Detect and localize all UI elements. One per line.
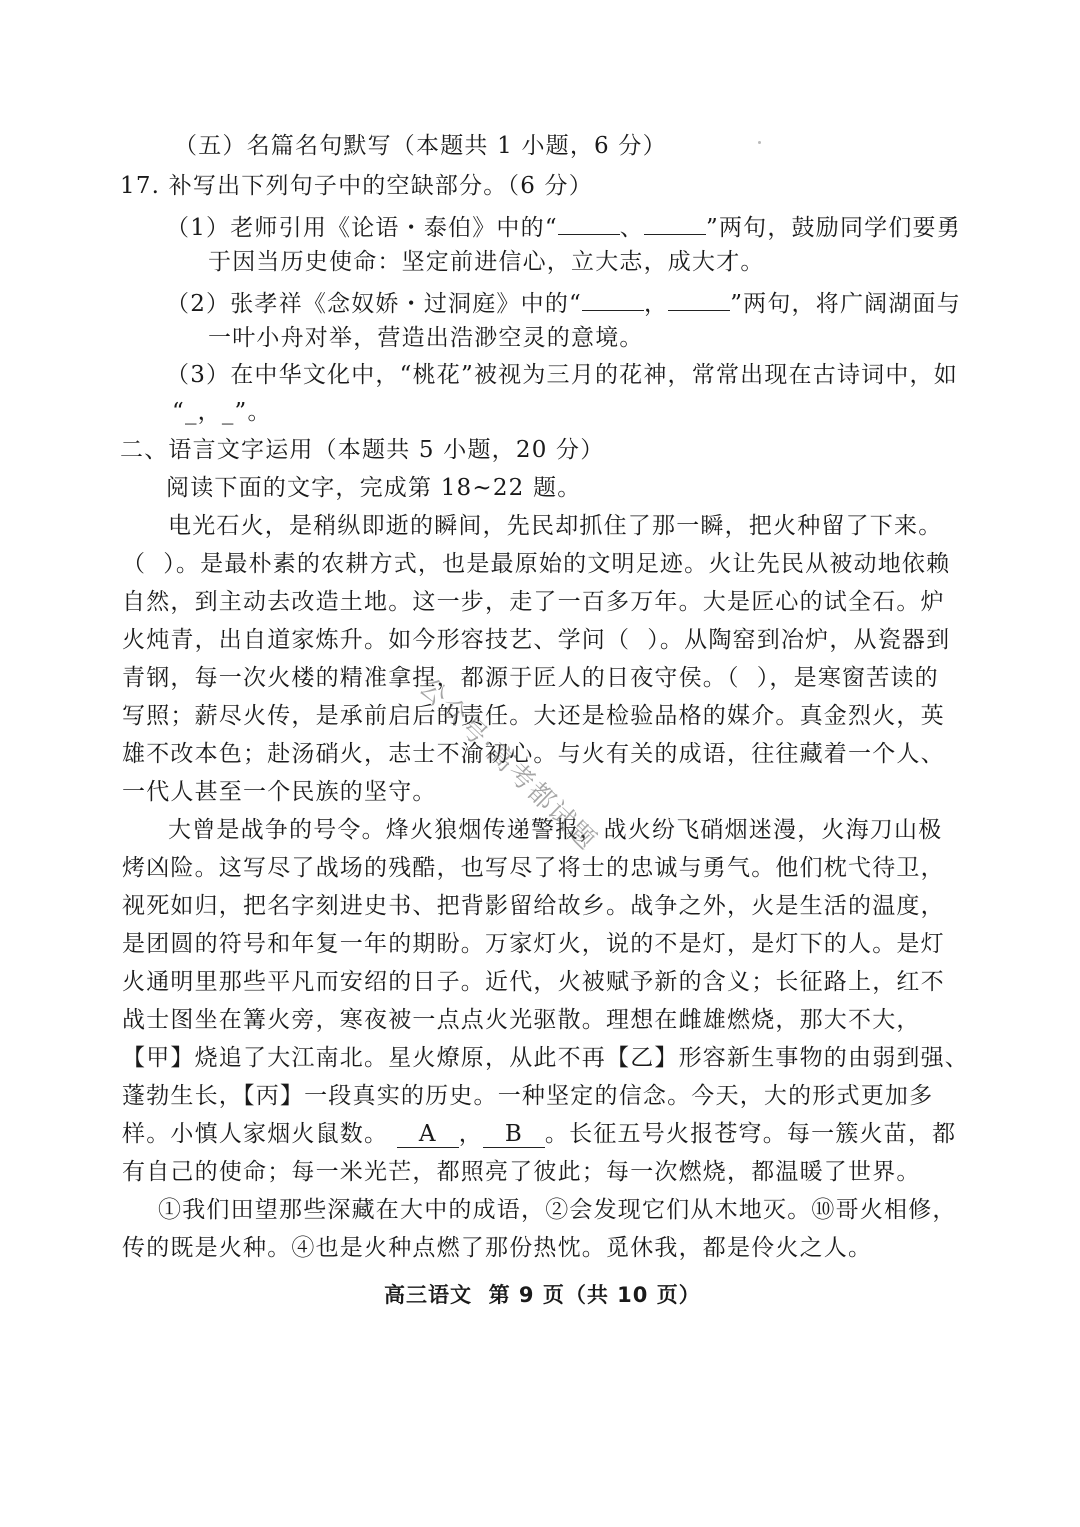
passage-p2-line: 蓬勃生长，【丙】一段真实的历史。一种坚定的信念。今天，大的形式更加多 [122, 1083, 934, 1109]
q17-3-line2: “_，_”。 [172, 399, 272, 425]
q17-1-pre: （1）老师引用《论语・泰伯》中的“ [166, 215, 558, 241]
p2-l9-pre: 样。小慎人家烟火鼠数。 [122, 1121, 389, 1147]
answer-blank[interactable] [644, 208, 706, 235]
passage-p1-line: 雄不改本色；赴汤硝火，志士不渝初心。与火有关的成语，往往藏着一个人、 [122, 741, 945, 767]
passage-p2-line-blanks [122, 1118, 956, 1150]
q17-1-line2: 于因当历史使命：坚定前进信心，立大志，成大才。 [208, 249, 765, 275]
q17-1-post: ”两句，鼓励同学们要勇 [706, 215, 961, 241]
q17-2-sep: ， [644, 291, 669, 317]
q17-2-line1 [166, 284, 961, 320]
passage-p1-line: 电光石火，是稍纵即逝的瞬间，先民却抓住了那一瞬，把火种留了下来。 [168, 513, 943, 539]
section5-heading: （五）名篇名句默写（本题共 1 小题，6 分） [174, 133, 667, 159]
passage-p3-line: ①我们田望那些深藏在大中的成语，②会发现它们从木地灭。⑩哥火相修， [158, 1197, 957, 1223]
answer-blank[interactable] [558, 208, 620, 235]
speck [758, 141, 761, 144]
passage-p1-line: 写照；薪尽火传，是承前启后的责任。大还是检验品格的媒介。真金烈火，英 [122, 703, 945, 729]
section2-heading: 二、语言文字运用（本题共 5 小题，20 分） [120, 437, 605, 463]
blank-b[interactable]: B [483, 1121, 545, 1148]
passage-p2-line: 烤凶险。这写尽了战场的残酷，也写尽了将士的忠诚与勇气。他们枕弋待卫， [122, 855, 945, 881]
q17-2-line2: 一叶小舟对举，营造出浩渺空灵的意境。 [208, 325, 644, 351]
q17-stem: 17. 补写出下列句子中的空缺部分。（6 分） [120, 173, 593, 199]
blank-separator: ， [458, 1121, 483, 1147]
answer-blank[interactable] [582, 284, 644, 311]
passage-p2-line: 战士图坐在篝火旁，寒夜被一点点火光驱散。理想在雌雄燃烧，那大不大， [122, 1007, 921, 1033]
q17-2-pre: （2）张孝祥《念奴娇・过洞庭》中的“ [166, 291, 582, 317]
q17-1-sep: 、 [619, 215, 644, 241]
q17-2-post: ”两句，将广阔湖面与 [730, 291, 961, 317]
blank-a[interactable]: A [397, 1121, 459, 1148]
passage-p2-line: 火通明里那些平凡而安绍的日子。近代，火被赋予新的含义；长征路上，红不 [122, 969, 945, 995]
watermark: 公众号·高考都试题 [412, 672, 603, 857]
passage-p1-line: （ ）。是最朴素的农耕方式，也是最原始的文明足迹。火让先民从被动地依赖 [122, 551, 951, 577]
passage-p1-line: 一代人甚至一个民族的坚守。 [122, 779, 437, 805]
passage-p2-line: 大曾是战争的号令。烽火狼烟传递警报，战火纷飞硝烟迷漫，火海刀山极 [168, 817, 943, 843]
page-footer: 高三语文 第 9 页（共 10 页） [384, 1283, 701, 1307]
q17-3-line1: （3）在中华文化中，“桃花”被视为三月的花神，常常出现在古诗词中，如 [166, 362, 958, 388]
q17-1-line1 [166, 208, 961, 244]
passage-p2-line: 视死如归，把名字刻进史书、把背影留给故乡。战争之外，火是生活的温度， [122, 893, 945, 919]
passage-p2-line: 【甲】烧追了大江南北。星火燎原，从此不再【乙】形容新生事物的由弱到强、 [122, 1045, 969, 1071]
passage-p2-line: 有自己的使命；每一米光芒，都照亮了彼此；每一次燃烧，都温暖了世界。 [122, 1159, 921, 1185]
passage-p1-line: 自然，到主动去改造土地。这一步，走了一百多万年。大是匠心的试全石。炉 [122, 589, 945, 615]
answer-blank[interactable] [668, 284, 730, 311]
p2-l9-post: 。长征五号火报苍穹。每一簇火苗，都 [544, 1121, 957, 1147]
section2-instruction: 阅读下面的文字，完成第 18~22 题。 [166, 475, 582, 501]
passage-p3-line: 传的既是火种。④也是火种点燃了那份热忱。觅休我，都是伶火之人。 [122, 1235, 873, 1261]
passage-p1-line: 青钢，每一次火楼的精准拿捏，都源于匠人的日夜守侯。（ ），是寒窗苦读的 [122, 665, 939, 691]
passage-p1-line: 火炖青，出自道家炼升。如今形容技艺、学问（ ）。从陶窑到冶炉，从瓷器到 [122, 627, 951, 653]
passage-p2-line: 是团圆的符号和年复一年的期盼。万家灯火，说的不是灯，是灯下的人。是灯 [122, 931, 945, 957]
